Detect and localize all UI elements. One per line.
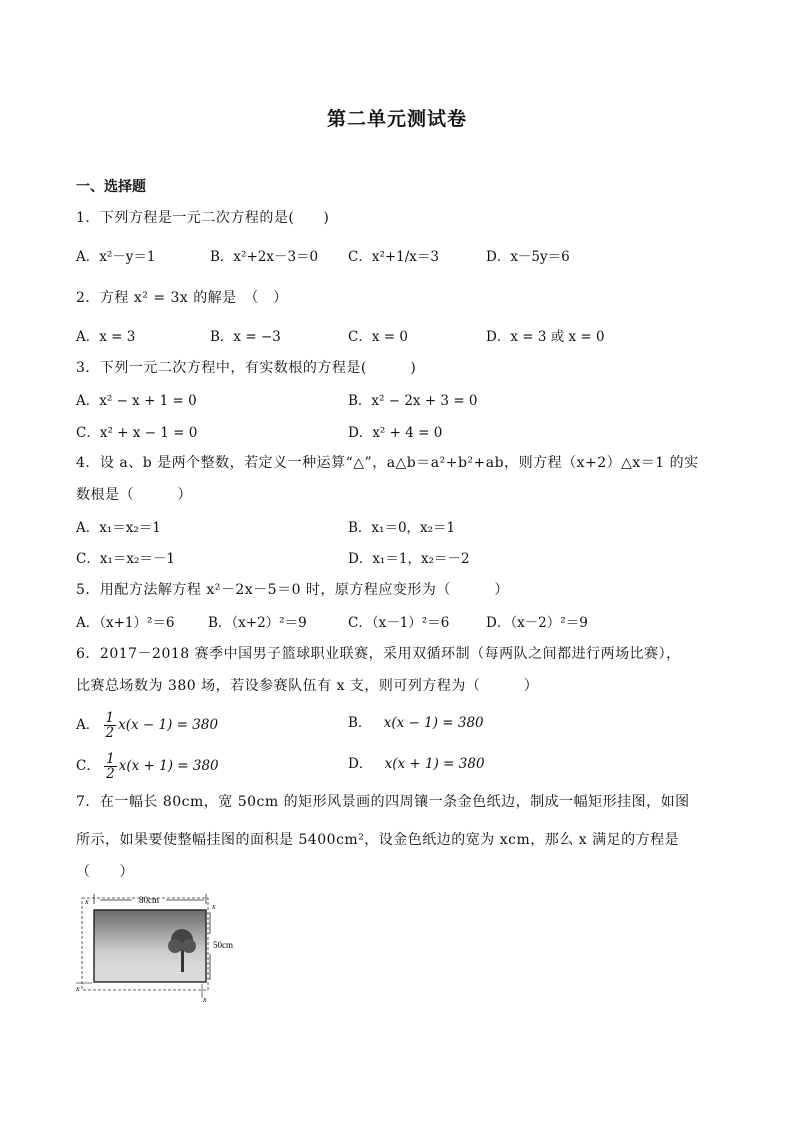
question-6-option-c xyxy=(76,752,219,781)
question-7-stem-line2: 所示，如果要使整幅挂图的面积是 5400cm²，设金色纸边的宽为 xcm，那么 x 满足的方程是 xyxy=(76,832,680,848)
question-3-option-c: C．x² + x − 1 = 0 xyxy=(76,425,198,441)
question-2-stem: 2．方程 x² = 3x 的解是 （ ） xyxy=(76,290,288,306)
expression: x(x − 1) = 380 xyxy=(383,715,484,731)
question-6-option-d xyxy=(348,752,485,772)
question-5-option-d: D．（x－2）²＝9 xyxy=(486,615,588,631)
expression: x(x − 1) = 380 xyxy=(118,717,219,733)
question-6-stem-line2: 比赛总场数为 380 场，若设参赛队伍有 x 支，则可列方程为（ ） xyxy=(76,678,539,694)
question-5-option-a: A．（x+1）²＝6 xyxy=(76,615,175,631)
option-letter: C． xyxy=(76,758,100,774)
frame-diagram-svg xyxy=(76,888,233,1006)
question-3-option-a: A．x² − x + 1 = 0 xyxy=(76,393,197,409)
page-title: 第二单元测试卷 xyxy=(326,108,467,130)
question-6-option-a xyxy=(76,711,218,740)
question-2-option-b: B．x = −3 xyxy=(210,329,281,345)
question-6-option-b xyxy=(348,711,484,731)
section-heading: 一、选择题 xyxy=(76,179,146,195)
question-4-option-d: D．x₁＝1，x₂＝－2 xyxy=(348,551,470,567)
question-4-option-b: B．x₁＝0，x₂＝1 xyxy=(348,520,456,536)
question-2-option-d: D．x = 3 或 x = 0 xyxy=(486,329,605,345)
question-1-option-d: D．x－5y＝6 xyxy=(486,249,570,265)
option-letter: D． xyxy=(348,756,373,772)
question-1-option-b: B．x²+2x－3＝0 xyxy=(210,249,319,265)
question-3-option-b: B．x² − 2x + 3 = 0 xyxy=(348,393,478,409)
question-7-stem-line3: （ ） xyxy=(76,864,134,880)
question-3-stem: 3．下列一元二次方程中，有实数根的方程是( ) xyxy=(76,360,417,376)
question-2-option-a: A．x = 3 xyxy=(76,329,136,345)
question-1-stem: 1．下列方程是一元二次方程的是( ) xyxy=(76,210,330,226)
height-label: 50cm xyxy=(213,940,233,950)
expression: x(x + 1) = 380 xyxy=(384,756,485,772)
question-5-option-b: B．（x+2）²＝9 xyxy=(208,615,307,631)
x-label-bottom-right: x xyxy=(203,995,207,1004)
question-1-option-c: C．x²+1/x＝3 xyxy=(348,249,440,265)
question-5-stem: 5．用配方法解方程 x²－2x－5＝0 时，原方程应变形为（ ） xyxy=(76,582,509,598)
x-label-bottom-left: x xyxy=(76,984,80,993)
frame-diagram xyxy=(76,888,233,1006)
question-6-stem-line1: 6．2017－2018 赛季中国男子篮球职业联赛，采用双循环制（每两队之间都进行两场比赛）， xyxy=(76,646,681,662)
question-4-stem-line2: 数根是（ ） xyxy=(76,487,192,503)
x-label-top-left: x xyxy=(85,897,89,906)
width-label: 80cm xyxy=(139,895,159,905)
question-4-option-a: A．x₁＝x₂＝1 xyxy=(76,520,161,536)
option-letter: A． xyxy=(76,717,100,733)
fraction-half: $\frac{1}{2}$ xyxy=(105,710,115,741)
option-letter: B． xyxy=(348,715,372,731)
question-5-option-c: C．（x－1）²＝6 xyxy=(348,615,450,631)
question-1-option-a: A．x²－y＝1 xyxy=(76,249,156,265)
question-2-option-c: C．x = 0 xyxy=(348,329,408,345)
question-4-option-c: C．x₁＝x₂＝－1 xyxy=(76,551,175,567)
x-label-right-top: x xyxy=(212,902,216,911)
ground xyxy=(95,966,205,981)
expression: x(x + 1) = 380 xyxy=(118,758,219,774)
fraction-half: $\frac{1}{2}$ xyxy=(106,751,115,782)
question-7-stem-line1: 7．在一幅长 80cm，宽 50cm 的矩形风景画的四周镶一条金色纸边，制成一幅矩形挂图，如图 xyxy=(76,794,690,810)
question-3-option-d: D．x² + 4 = 0 xyxy=(348,425,443,441)
tree-trunk-icon xyxy=(181,948,184,972)
question-4-stem-line1: 4．设 a、b 是两个整数，若定义一种运算“△”，a△b＝a²+b²+ab，则方程（x+2）△x＝1 的实 xyxy=(76,455,699,471)
